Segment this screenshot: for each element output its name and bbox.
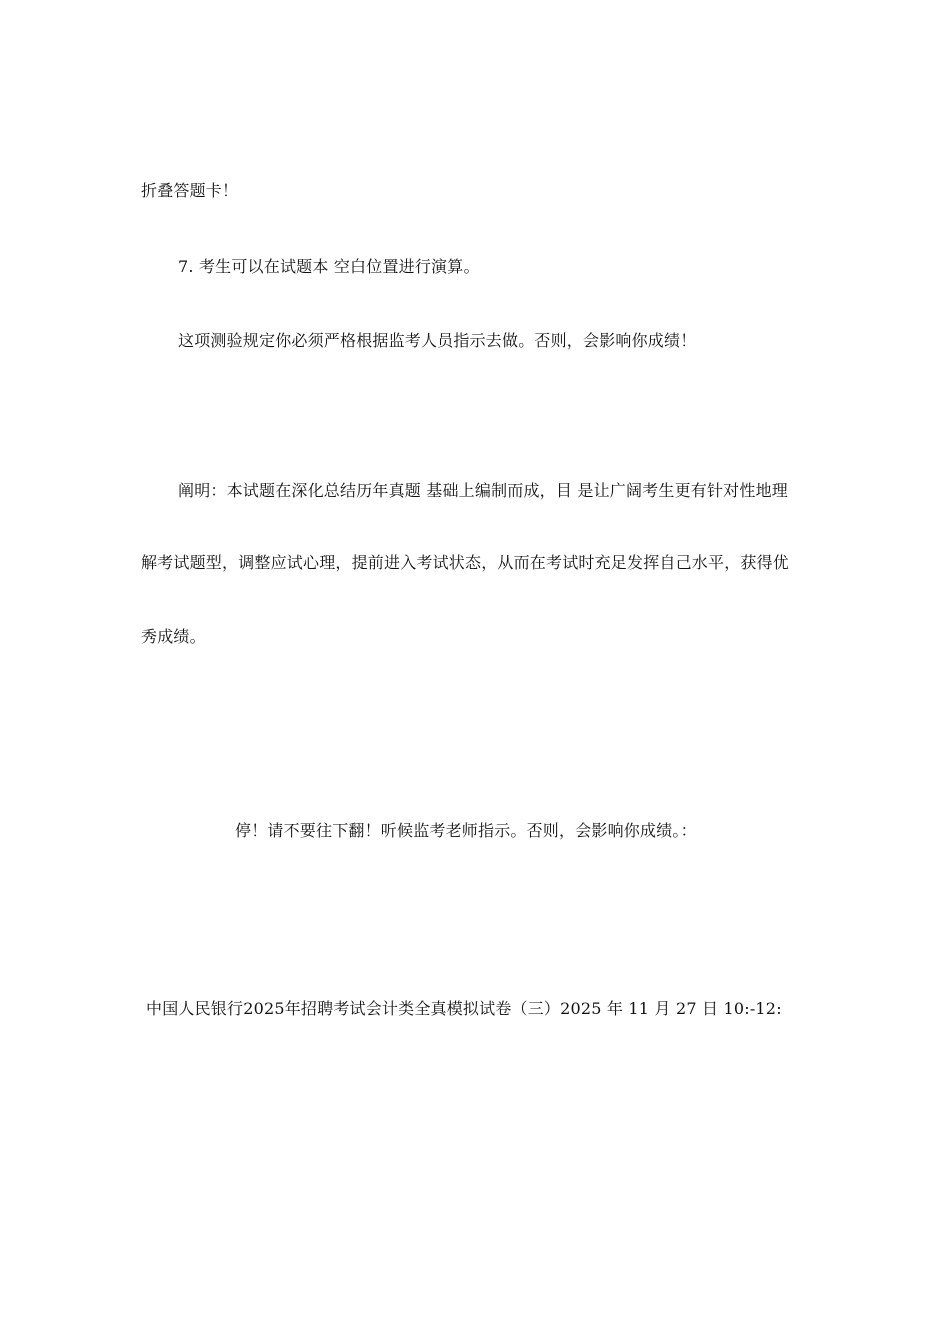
explanation-paragraph-line-3: 秀成绩。 <box>141 627 206 646</box>
explanation-paragraph-line-1: 阐明：本试题在深化总结历年真题 基础上编制而成，目 是让广阔考生更有针对性地理 <box>178 481 788 500</box>
exam-title-line: 中国人民银行2025年招聘考试会计类全真模拟试卷（三）2025 年 11 月 27 日 10:-12: <box>146 999 782 1018</box>
explanation-paragraph-line-2: 解考试题型，调整应试心理，提前进入考试状态，从而在考试时充足发挥自己水平，获得优 <box>141 553 790 572</box>
instruction-follow-proctor: 这项测验规定你必须严格根据监考人员指示去做。否则，会影响你成绩！ <box>178 331 697 350</box>
stop-notice: 停！请不要往下翻！听候监考老师指示。否则，会影响你成绩。： <box>235 821 697 840</box>
instruction-fold-card: 折叠答题卡！ <box>141 181 239 200</box>
instruction-item-7: 7. 考生可以在试题本 空白位置进行演算。 <box>178 257 480 276</box>
